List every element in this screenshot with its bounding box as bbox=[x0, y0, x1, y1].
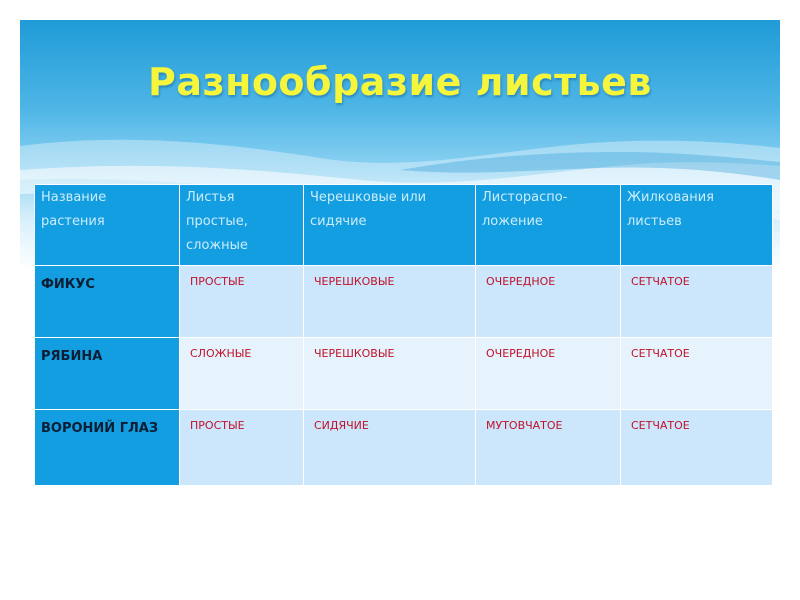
venation-cell: СЕТЧАТОЕ bbox=[621, 410, 773, 486]
table-header-row bbox=[35, 185, 773, 266]
header-plant-name: Название растения bbox=[35, 185, 180, 266]
leaves-table bbox=[34, 184, 773, 486]
leaf-type-cell: ПРОСТЫЕ bbox=[180, 410, 304, 486]
header-venation: Жилкования листьев bbox=[621, 185, 773, 266]
slide bbox=[20, 20, 780, 580]
petiole-cell: ЧЕРЕШКОВЫЕ bbox=[304, 338, 476, 410]
header-arrangement: Листораспо-ложение bbox=[476, 185, 621, 266]
header-leaf-type: Листья простые, сложные bbox=[180, 185, 304, 266]
table-row bbox=[35, 338, 773, 410]
plant-name-cell: ВОРОНИЙ ГЛАЗ bbox=[35, 410, 180, 486]
plant-name-cell: ФИКУС bbox=[35, 266, 180, 338]
venation-cell: СЕТЧАТОЕ bbox=[621, 266, 773, 338]
table-row bbox=[35, 410, 773, 486]
leaf-type-cell: ПРОСТЫЕ bbox=[180, 266, 304, 338]
table-row bbox=[35, 266, 773, 338]
header-petiole: Черешковые или сидячие bbox=[304, 185, 476, 266]
venation-cell: СЕТЧАТОЕ bbox=[621, 338, 773, 410]
page-title: Разнообразие листьев bbox=[148, 60, 652, 104]
arrangement-cell: ОЧЕРЕДНОЕ bbox=[476, 266, 621, 338]
petiole-cell: ЧЕРЕШКОВЫЕ bbox=[304, 266, 476, 338]
arrangement-cell: ОЧЕРЕДНОЕ bbox=[476, 338, 621, 410]
plant-name-cell: РЯБИНА bbox=[35, 338, 180, 410]
arrangement-cell: МУТОВЧАТОЕ bbox=[476, 410, 621, 486]
petiole-cell: СИДЯЧИЕ bbox=[304, 410, 476, 486]
leaf-type-cell: СЛОЖНЫЕ bbox=[180, 338, 304, 410]
